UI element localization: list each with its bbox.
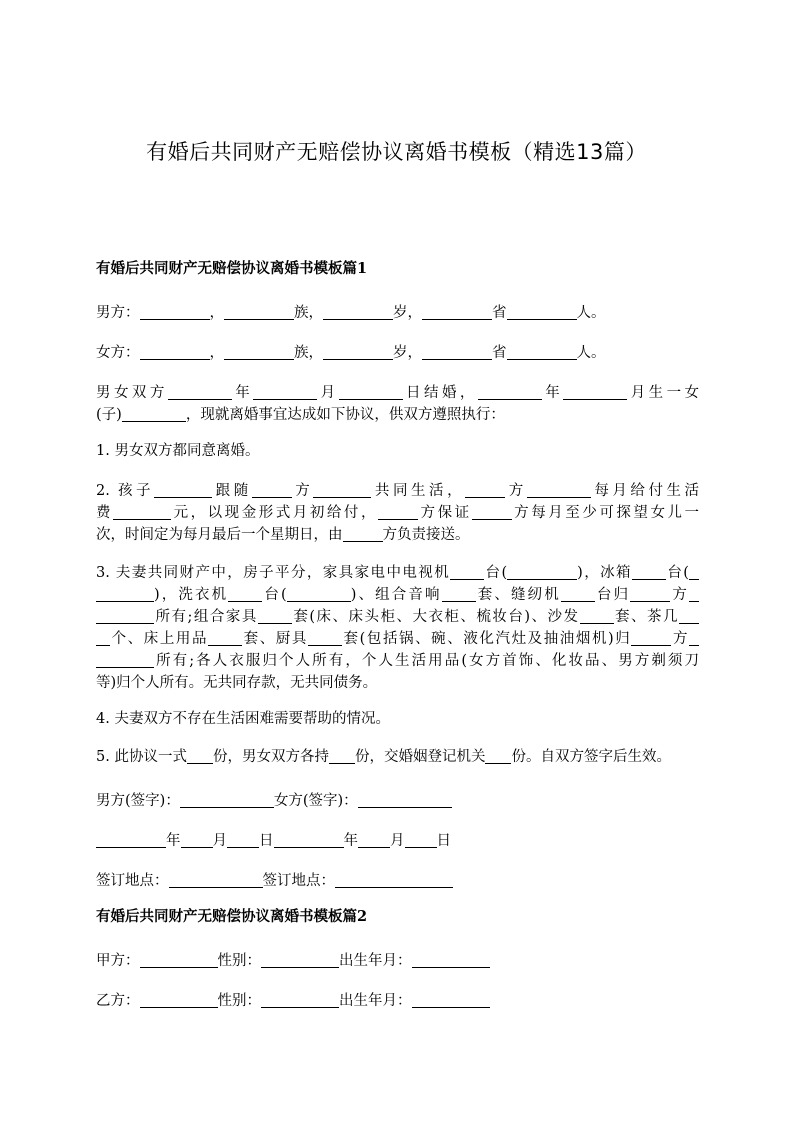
blank-field[interactable] [507,343,577,360]
blank-field[interactable] [689,629,699,646]
item-2-line-1: 2. 孩子 跟随 方 共同生活， 方 每月给付生活 [96,483,700,499]
blank-field[interactable] [422,303,492,320]
place-field[interactable] [335,871,453,888]
blank-field[interactable] [168,383,232,400]
blank-field[interactable] [228,585,262,602]
blank-field[interactable] [258,607,292,624]
blank-field[interactable] [442,585,476,602]
blank-field[interactable] [96,607,154,624]
blank-field[interactable] [405,831,437,848]
blank-field[interactable] [224,303,294,320]
blank-field[interactable] [507,303,577,320]
place-line: 签订地点： 签订地点： [96,870,699,892]
date-line: 年 月 日 年 月 日 [96,830,699,852]
blank-field[interactable] [313,481,371,498]
place-field[interactable] [169,871,263,888]
blank-field[interactable] [96,585,154,602]
document-title: 有婚后共同财产无赔偿协议离婚书模板（精选13篇） [146,140,647,164]
blank-field[interactable] [689,563,699,580]
blank-field[interactable] [261,951,339,968]
item-2-line-3: 次，时间定为每月最后一个星期日，由 方负责接送。 [96,527,470,543]
blank-field[interactable] [261,991,339,1008]
blank-field[interactable] [485,747,511,764]
signature-line: 男方(签字)： 女方(签字)： [96,790,699,812]
blank-field[interactable] [96,831,166,848]
item-5: 5. 此协议一式 份，男女双方各持 份，交婚姻登记机关 份。自双方签字后生效。 [96,749,671,765]
section-heading-2: 有婚后共同财产无赔偿协议离婚书模板篇2 [96,908,368,925]
male-signature-field[interactable] [180,791,274,808]
blank-field[interactable] [689,585,699,602]
blank-field[interactable] [450,563,484,580]
blank-field[interactable] [308,629,342,646]
item-3-line-1: 3. 夫妻共同财产中，房子平分，家具家电中电视机 台( )，冰箱 台( [96,562,699,584]
party-a-line: 甲方： 性别： 出生年月： [96,950,699,972]
blank-field[interactable] [561,585,595,602]
intro-line-2: (子) ，现就离婚事宜达成如下协议，供双方遵照执行： [96,407,505,423]
blank-field[interactable] [580,607,614,624]
intro-line-1: 男女双方 年 月 日结婚， 年 月生一女 [96,385,700,401]
blank-field[interactable] [422,343,492,360]
blank-field[interactable] [96,651,154,668]
blank-field[interactable] [227,831,259,848]
blank-field[interactable] [140,951,218,968]
male-info-line: 男方： ， 族， 岁， 省 人。 [96,305,606,321]
blank-field[interactable] [154,481,212,498]
blank-field[interactable] [630,585,670,602]
blank-field[interactable] [465,481,505,498]
item-3-line-5: 所有;各人衣服归个人所有，个人生活用品(女方首饰、化妆品、男方剃须刀 [96,650,699,672]
blank-field[interactable] [253,383,317,400]
blank-field[interactable] [287,585,351,602]
item-1: 1. 男女双方都同意离婚。 [96,443,260,459]
blank-field[interactable] [478,383,542,400]
blank-field[interactable] [412,991,490,1008]
party-b-line: 乙方： 性别： 出生年月： [96,990,699,1012]
item-3-line-6: 等)归个人所有。无共同存款，无共同债务。 [96,675,378,691]
blank-field[interactable] [527,481,591,498]
blank-field[interactable] [412,951,490,968]
blank-field[interactable] [140,991,218,1008]
blank-field[interactable] [274,831,344,848]
blank-field[interactable] [563,383,627,400]
blank-field[interactable] [358,831,390,848]
blank-field[interactable] [378,503,418,520]
blank-field[interactable] [140,303,210,320]
blank-field[interactable] [632,563,666,580]
blank-field[interactable] [224,343,294,360]
blank-field[interactable] [323,343,393,360]
blank-field[interactable] [252,481,292,498]
blank-field[interactable] [329,747,355,764]
blank-field[interactable] [113,503,171,520]
blank-field[interactable] [339,383,403,400]
blank-field[interactable] [679,607,699,624]
blank-field[interactable] [140,343,210,360]
female-info-line: 女方： ， 族， 岁， 省 人。 [96,345,606,361]
item-4: 4. 夫妻双方不存在生活困难需要帮助的情况。 [96,711,390,727]
blank-field[interactable] [631,629,671,646]
blank-field[interactable] [472,503,512,520]
item-2-line-2: 费 元，以现金形式月初给付， 方保证 方每月至少可探望女儿一 [96,505,700,521]
item-3-line-3: 所有;组合家具 套(床、床头柜、大衣柜、梳妆台)、沙发 套、茶几 [96,606,699,628]
female-signature-field[interactable] [358,791,452,808]
blank-field[interactable] [323,303,393,320]
blank-field[interactable] [122,405,186,422]
blank-field[interactable] [343,525,383,542]
blank-field[interactable] [187,747,213,764]
blank-field[interactable] [96,629,110,646]
item-3-line-2: )，洗衣机 台( )、组合音响 套、缝纫机 台归 方 [96,584,699,606]
section-heading-1: 有婚后共同财产无赔偿协议离婚书模板篇1 [96,260,368,277]
blank-field[interactable] [507,563,577,580]
blank-field[interactable] [208,629,242,646]
item-3-line-4: 个、床上用品 套、厨具 套(包括锅、碗、液化汽灶及抽油烟机)归 方 [96,628,699,650]
blank-field[interactable] [181,831,213,848]
